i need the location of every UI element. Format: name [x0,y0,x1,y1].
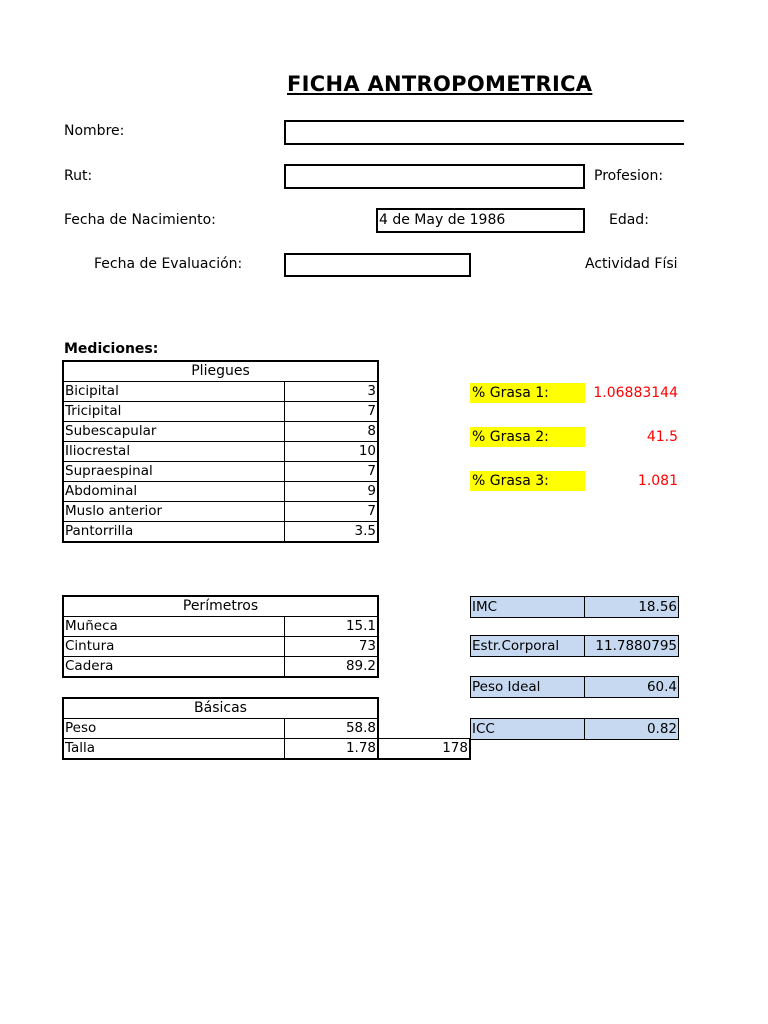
perimetro-value[interactable]: 89.2 [284,657,378,678]
imc-box [470,596,679,618]
nombre-field[interactable] [284,120,684,145]
grasa-3-label: % Grasa 3: [470,471,585,491]
peso-ideal-box [470,676,679,698]
grasa-1-label: % Grasa 1: [470,383,585,403]
pliegue-label: Iliocrestal [63,442,284,462]
page-title: FICHA ANTROPOMETRICA [287,72,593,96]
perimetro-value[interactable]: 73 [284,637,378,657]
pliegue-label: Abdominal [63,482,284,502]
edad-label: Edad: [609,212,649,228]
imc-value: 18.56 [585,597,678,617]
estr-corporal-label: Estr.Corporal [471,636,585,656]
perimetros-table [62,595,379,678]
talla-cm-cell[interactable]: 178 [377,738,471,760]
pliegues-header: Pliegues [63,361,378,382]
imc-label: IMC [471,597,585,617]
table-row [63,442,378,462]
perimetros-header: Perímetros [63,596,378,617]
peso-ideal-label: Peso Ideal [471,677,585,697]
pliegue-value[interactable]: 3.5 [284,522,378,543]
icc-box [470,718,679,740]
icc-value: 0.82 [585,719,678,739]
table-row [63,522,378,543]
actividad-fisica-label: Actividad Físi [585,256,678,272]
icc-label: ICC [471,719,585,739]
grasa-1-value: 1.06883144 [593,385,678,401]
peso-ideal-value: 60.4 [585,677,678,697]
pliegue-label: Bicipital [63,382,284,402]
pliegue-label: Muslo anterior [63,502,284,522]
pliegue-label: Pantorrilla [63,522,284,543]
pliegue-value[interactable]: 7 [284,462,378,482]
grasa-2-value: 41.5 [646,429,678,445]
table-row [63,402,378,422]
perimetro-label: Cintura [63,637,284,657]
pliegues-table [62,360,379,543]
table-row [63,462,378,482]
fecha-evaluacion-label: Fecha de Evaluación: [94,256,243,272]
perimetro-label: Muñeca [63,617,284,637]
pliegue-value[interactable]: 3 [284,382,378,402]
table-row [63,657,378,678]
basicas-table [62,697,379,760]
perimetro-label: Cadera [63,657,284,678]
basica-value[interactable]: 1.78 [284,739,378,760]
table-row [63,382,378,402]
pliegues-header-row [63,361,378,382]
estr-corporal-box [470,635,679,657]
grasa-2-label: % Grasa 2: [470,427,585,447]
estr-corporal-value: 11.7880795 [585,636,678,656]
rut-label: Rut: [64,168,93,184]
basicas-header: Básicas [63,698,378,719]
table-row [63,617,378,637]
pliegue-value[interactable]: 7 [284,502,378,522]
basicas-header-row [63,698,378,719]
rut-field[interactable] [284,164,585,189]
table-row [63,422,378,442]
profesion-label: Profesion: [594,168,664,184]
perimetros-header-row [63,596,378,617]
pliegue-value[interactable]: 9 [284,482,378,502]
basica-label: Talla [63,739,284,760]
pliegue-value[interactable]: 8 [284,422,378,442]
fecha-nacimiento-field[interactable] [376,208,585,233]
table-row [63,637,378,657]
pliegue-value[interactable]: 10 [284,442,378,462]
pliegue-label: Subescapular [63,422,284,442]
fecha-nacimiento-label: Fecha de Nacimiento: [64,212,216,228]
mediciones-heading: Mediciones: [64,341,159,357]
table-row [63,719,378,739]
fecha-nacimiento-value: 4 de May de 1986 [379,212,506,228]
table-row [63,482,378,502]
pliegue-label: Supraespinal [63,462,284,482]
grasa-3-value: 1.081 [637,473,678,489]
pliegue-label: Tricipital [63,402,284,422]
perimetro-value[interactable]: 15.1 [284,617,378,637]
table-row [63,502,378,522]
nombre-label: Nombre: [64,123,125,139]
pliegue-value[interactable]: 7 [284,402,378,422]
fecha-evaluacion-field[interactable] [284,253,471,277]
basica-label: Peso [63,719,284,739]
table-row [63,739,378,760]
basica-value[interactable]: 58.8 [284,719,378,739]
